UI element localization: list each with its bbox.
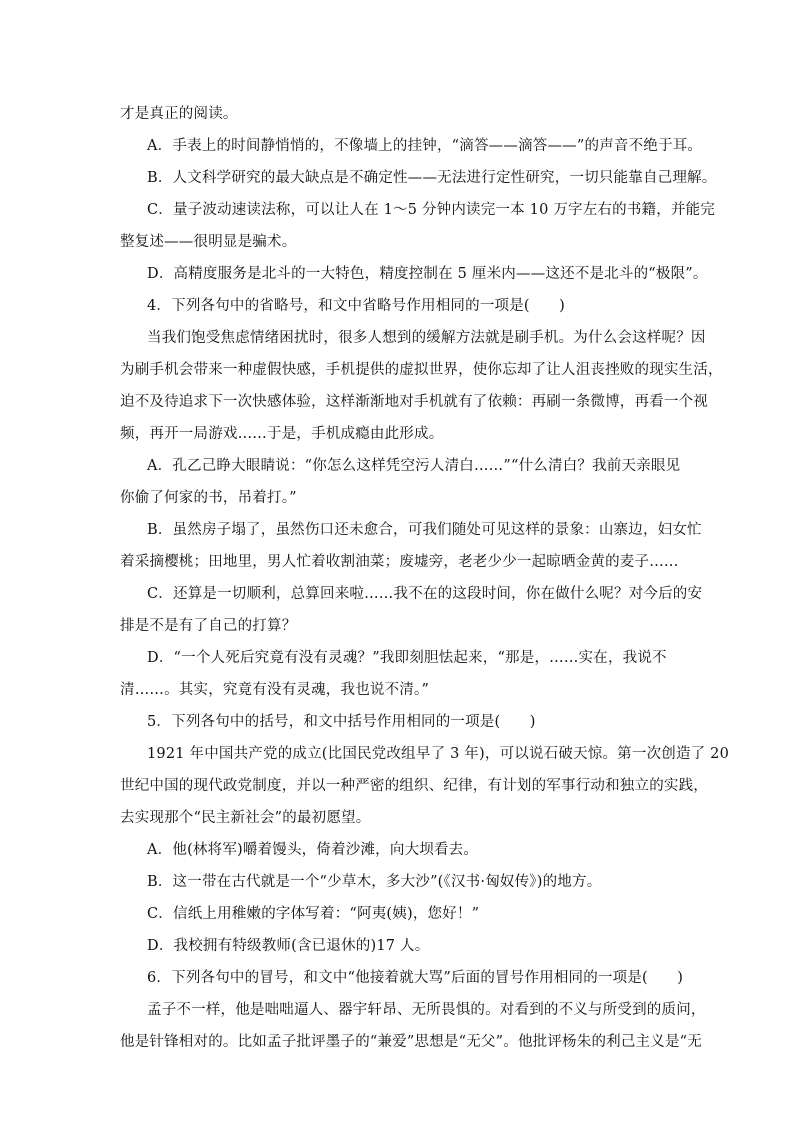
passage-line: 频，再开一局游戏……于是，手机成瘾由此形成。 <box>120 426 444 442</box>
option-line: C．还算是一切顺利，总算回来啦……我不在的这段时间，你在做什么呢？对今后的安 <box>147 586 703 602</box>
question-6: 6．下列各句中的冒号，和文中“他接着就大骂”后面的冒号作用相同的一项是( ) <box>147 970 684 986</box>
option-line: B．人文科学研究的最大缺点是不确定性——无法进行定性研究，一切只能靠自己理解。 <box>147 170 717 186</box>
option-line: B．这一带在古代就是一个“少草木，多大沙”(《汉书·匈奴传》)的地方。 <box>147 874 602 890</box>
passage-line: 他是针锋相对的。比如孟子批评墨子的“兼爱”思想是“无父”。他批评杨朱的利己主义是“无 <box>120 1034 702 1050</box>
option-line: A．他(林将军)嚼着馒头，倚着沙滩，向大坝看去。 <box>147 842 479 858</box>
option-line: A．手表上的时间静悄悄的，不像墙上的挂钟，“滴答——滴答——”的声音不绝于耳。 <box>147 138 703 154</box>
text-line: 清……。其实，究竟有没有灵魂，我也说不清。” <box>120 682 430 698</box>
passage-line: 为刷手机会带来一种虚假快感，手机提供的虚拟世界，使你忘却了让人沮丧挫败的现实生活， <box>120 362 723 378</box>
text-line: 排是不是有了自己的打算？ <box>120 618 297 634</box>
passage-line: 当我们饱受焦虑情绪困扰时，很多人想到的缓解方法就是刷手机。为什么会这样呢？因 <box>147 330 706 346</box>
option-line: A．孔乙己睁大眼睛说：“你怎么这样凭空污人清白……”“什么清白？我前天亲眼见 <box>147 458 681 474</box>
option-line: D．高精度服务是北斗的一大特色，精度控制在 5 厘米内——这还不是北斗的“极限”。 <box>147 266 708 282</box>
option-line: D．“一个人死后究竟有没有灵魂？”我即刻胆怯起来，“那是，……实在，我说不 <box>147 650 667 666</box>
passage-line: 孟子不一样，他是咄咄逼人、器宇轩昂、无所畏惧的。对看到的不义与所受到的质问， <box>147 1002 706 1018</box>
text-line: 整复述——很明显是骗术。 <box>120 234 297 250</box>
option-line: D．我校拥有特级教师(含已退休的)17 人。 <box>147 938 430 954</box>
passage-line: 1921 年中国共产党的成立(比国民党改组早了 3 年)，可以说石破天惊。第一次创造了 20 <box>147 746 730 762</box>
text-line: 才是真正的阅读。 <box>120 106 238 122</box>
passage-line: 迫不及待追求下一次快感体验，这样渐渐地对手机就有了依赖：再刷一条微博，再看一个视 <box>120 394 708 410</box>
question-4: 4．下列各句中的省略号，和文中省略号作用相同的一项是( ) <box>147 298 566 314</box>
question-5: 5．下列各句中的括号，和文中括号作用相同的一项是( ) <box>147 714 536 730</box>
passage-line: 世纪中国的现代政党制度，并以一种严密的组织、纪律，有计划的军事行动和独立的实践， <box>120 778 708 794</box>
option-line: C．量子波动速读法称，可以让人在 1～5 分钟内读完一本 10 万字左右的书籍，并能完 <box>147 202 716 218</box>
option-line: C．信纸上用稚嫩的字体写着：“阿夷(姨)，您好！” <box>147 906 480 922</box>
option-line: B．虽然房子塌了，虽然伤口还未愈合，可我们随处可见这样的景象：山寨边，妇女忙 <box>147 522 702 538</box>
text-line: 着采摘樱桃；田地里，男人忙着收割油菜；废墟旁，老老少少一起晾晒金黄的麦子…… <box>120 554 679 570</box>
text-line: 你偷了何家的书，吊着打。” <box>120 490 297 506</box>
passage-line: 去实现那个“民主新社会”的最初愿望。 <box>120 810 371 826</box>
